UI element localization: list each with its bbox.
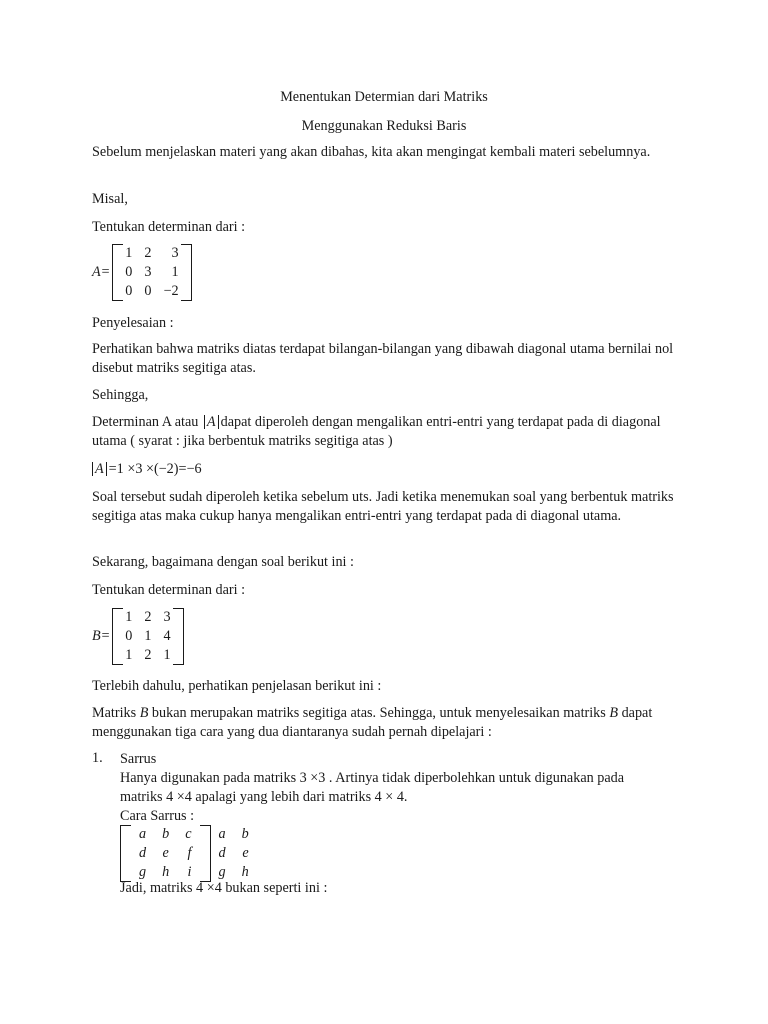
det-notation: A [92, 462, 107, 476]
sehingga-text: Sehingga, [92, 387, 149, 403]
sarrus-right-bracket [200, 825, 211, 882]
sarrus-left-bracket [120, 825, 131, 882]
matrix-cell: i [187, 864, 192, 880]
matrix-cell: 1 [125, 647, 133, 663]
sarrus-grid-left [131, 825, 200, 882]
soal-paragraph: Soal tersebut sudah diperoleh ketika sebelum uts. Jadi ketika menemukan soal yang berbentuk matriks segitiga atas maka cukup hanya mengalikan entri-entri yang terdapat pada di diagonal utama. [92, 489, 674, 524]
matrix-cell: 0 [144, 283, 152, 299]
matrix-cell: 2 [144, 245, 152, 261]
matrix-cell: g [218, 864, 226, 880]
matrix-cell: 1 [125, 245, 133, 261]
matrix-cell: h [241, 864, 249, 880]
tentukan-a-text: Tentukan determinan dari : [92, 219, 246, 235]
sekarang-text: Sekarang, bagaimana dengan soal berikut ini : [92, 554, 354, 570]
matriks-b-text-1: Matriks [92, 705, 137, 721]
matrix-cell: a [139, 826, 147, 842]
matrix-cell: 2 [144, 647, 152, 663]
matrix-cell: 0 [125, 628, 133, 644]
matrix-a-label: A= [92, 264, 111, 280]
matrix-cell: e [162, 845, 169, 861]
matrix-a-right-bracket [181, 244, 192, 301]
determinan-paragraph [92, 413, 692, 451]
matriks-b-paragraph [92, 704, 692, 742]
matrix-cell: f [187, 845, 192, 861]
matrix-b-grid [123, 608, 172, 665]
matrix-a [92, 244, 192, 301]
matrix-b-right-bracket [173, 608, 184, 665]
jadi-text: Jadi, matriks 4 ×4 bukan seperti ini : [120, 880, 328, 896]
tentukan-b-text: Tentukan determinan dari : [92, 582, 246, 598]
matrix-cell: −2 [163, 283, 179, 299]
matrix-cell: 0 [125, 264, 133, 280]
matrix-cell: g [139, 864, 147, 880]
matriks-b-text-3: dapat menggunakan tiga cara yang dua diantaranya sudah pernah dipelajari : [92, 705, 653, 740]
list-item-sarrus [120, 750, 720, 826]
matrix-cell: 4 [163, 628, 171, 644]
matrix-cell: 1 [163, 647, 171, 663]
matrix-cell: 3 [163, 609, 171, 625]
matriks-b-text-2: bukan merupakan matriks segitiga atas. Sehingga, untuk menyelesaikan matriks [151, 705, 606, 721]
matrix-a-left-bracket [112, 244, 123, 301]
matrix-cell: e [242, 845, 249, 861]
matrix-cell: a [218, 826, 226, 842]
matriks-b-var: B [139, 705, 149, 721]
det-formula-value: =1 ×3 ×(−2)=−6 [108, 461, 202, 477]
determinan-pre: Determinan A atau [92, 414, 199, 430]
determinan-post: dapat diperoleh dengan mengalikan entri-entri yang terdapat pada di diagonal utama ( syarat : jika berbentuk matriks segitiga atas ) [92, 414, 661, 449]
sarrus-line-1: Hanya digunakan pada matriks 3 ×3 . Artinya tidak diperbolehkan untuk digunakan pada [120, 770, 625, 786]
intro-paragraph: Sebelum menjelaskan materi yang akan dibahas, kita akan mengingat kembali materi sebelumnya. [92, 144, 651, 160]
matrix-cell: c [185, 826, 192, 842]
matrix-cell: 1 [171, 264, 179, 280]
list-number: 1. [92, 750, 103, 766]
misal-text: Misal, [92, 191, 128, 207]
matrix-cell: 2 [144, 609, 152, 625]
matrix-b-left-bracket [112, 608, 123, 665]
matrix-cell: d [218, 845, 226, 861]
matrix-cell: d [139, 845, 147, 861]
matrix-cell: 1 [144, 628, 152, 644]
matrix-b-label: B= [92, 628, 111, 644]
cara-sarrus-text: Cara Sarrus : [120, 808, 195, 824]
matrix-cell: b [162, 826, 170, 842]
matrix-cell: 1 [125, 609, 133, 625]
matrix-cell: 0 [125, 283, 133, 299]
matrix-b [92, 608, 184, 665]
sarrus-matrix [120, 825, 257, 882]
matriks-b-var: B [609, 705, 619, 721]
det-notation: A [204, 415, 219, 429]
det-formula [92, 460, 692, 479]
sarrus-line-2: matriks 4 ×4 apalagi yang lebih dari matriks 4 × 4. [120, 789, 408, 805]
page-subtitle: Menggunakan Reduksi Baris [301, 118, 467, 134]
page-title: Menentukan Determian dari Matriks [280, 89, 488, 105]
terlebih-text: Terlebih dahulu, perhatikan penjelasan berikut ini : [92, 678, 382, 694]
matrix-a-grid [123, 244, 180, 301]
matrix-cell: h [162, 864, 170, 880]
matrix-cell: 3 [144, 264, 152, 280]
matrix-cell: 3 [171, 245, 179, 261]
list-item-head: Sarrus [120, 751, 157, 767]
perhatikan-paragraph: Perhatikan bahwa matriks diatas terdapat bilangan-bilangan yang dibawah diagonal utama bernilai nol disebut matriks segitiga atas. [92, 341, 674, 376]
matrix-cell: b [241, 826, 249, 842]
sarrus-grid-right [211, 825, 257, 882]
penyelesaian-text: Penyelesaian : [92, 315, 174, 331]
